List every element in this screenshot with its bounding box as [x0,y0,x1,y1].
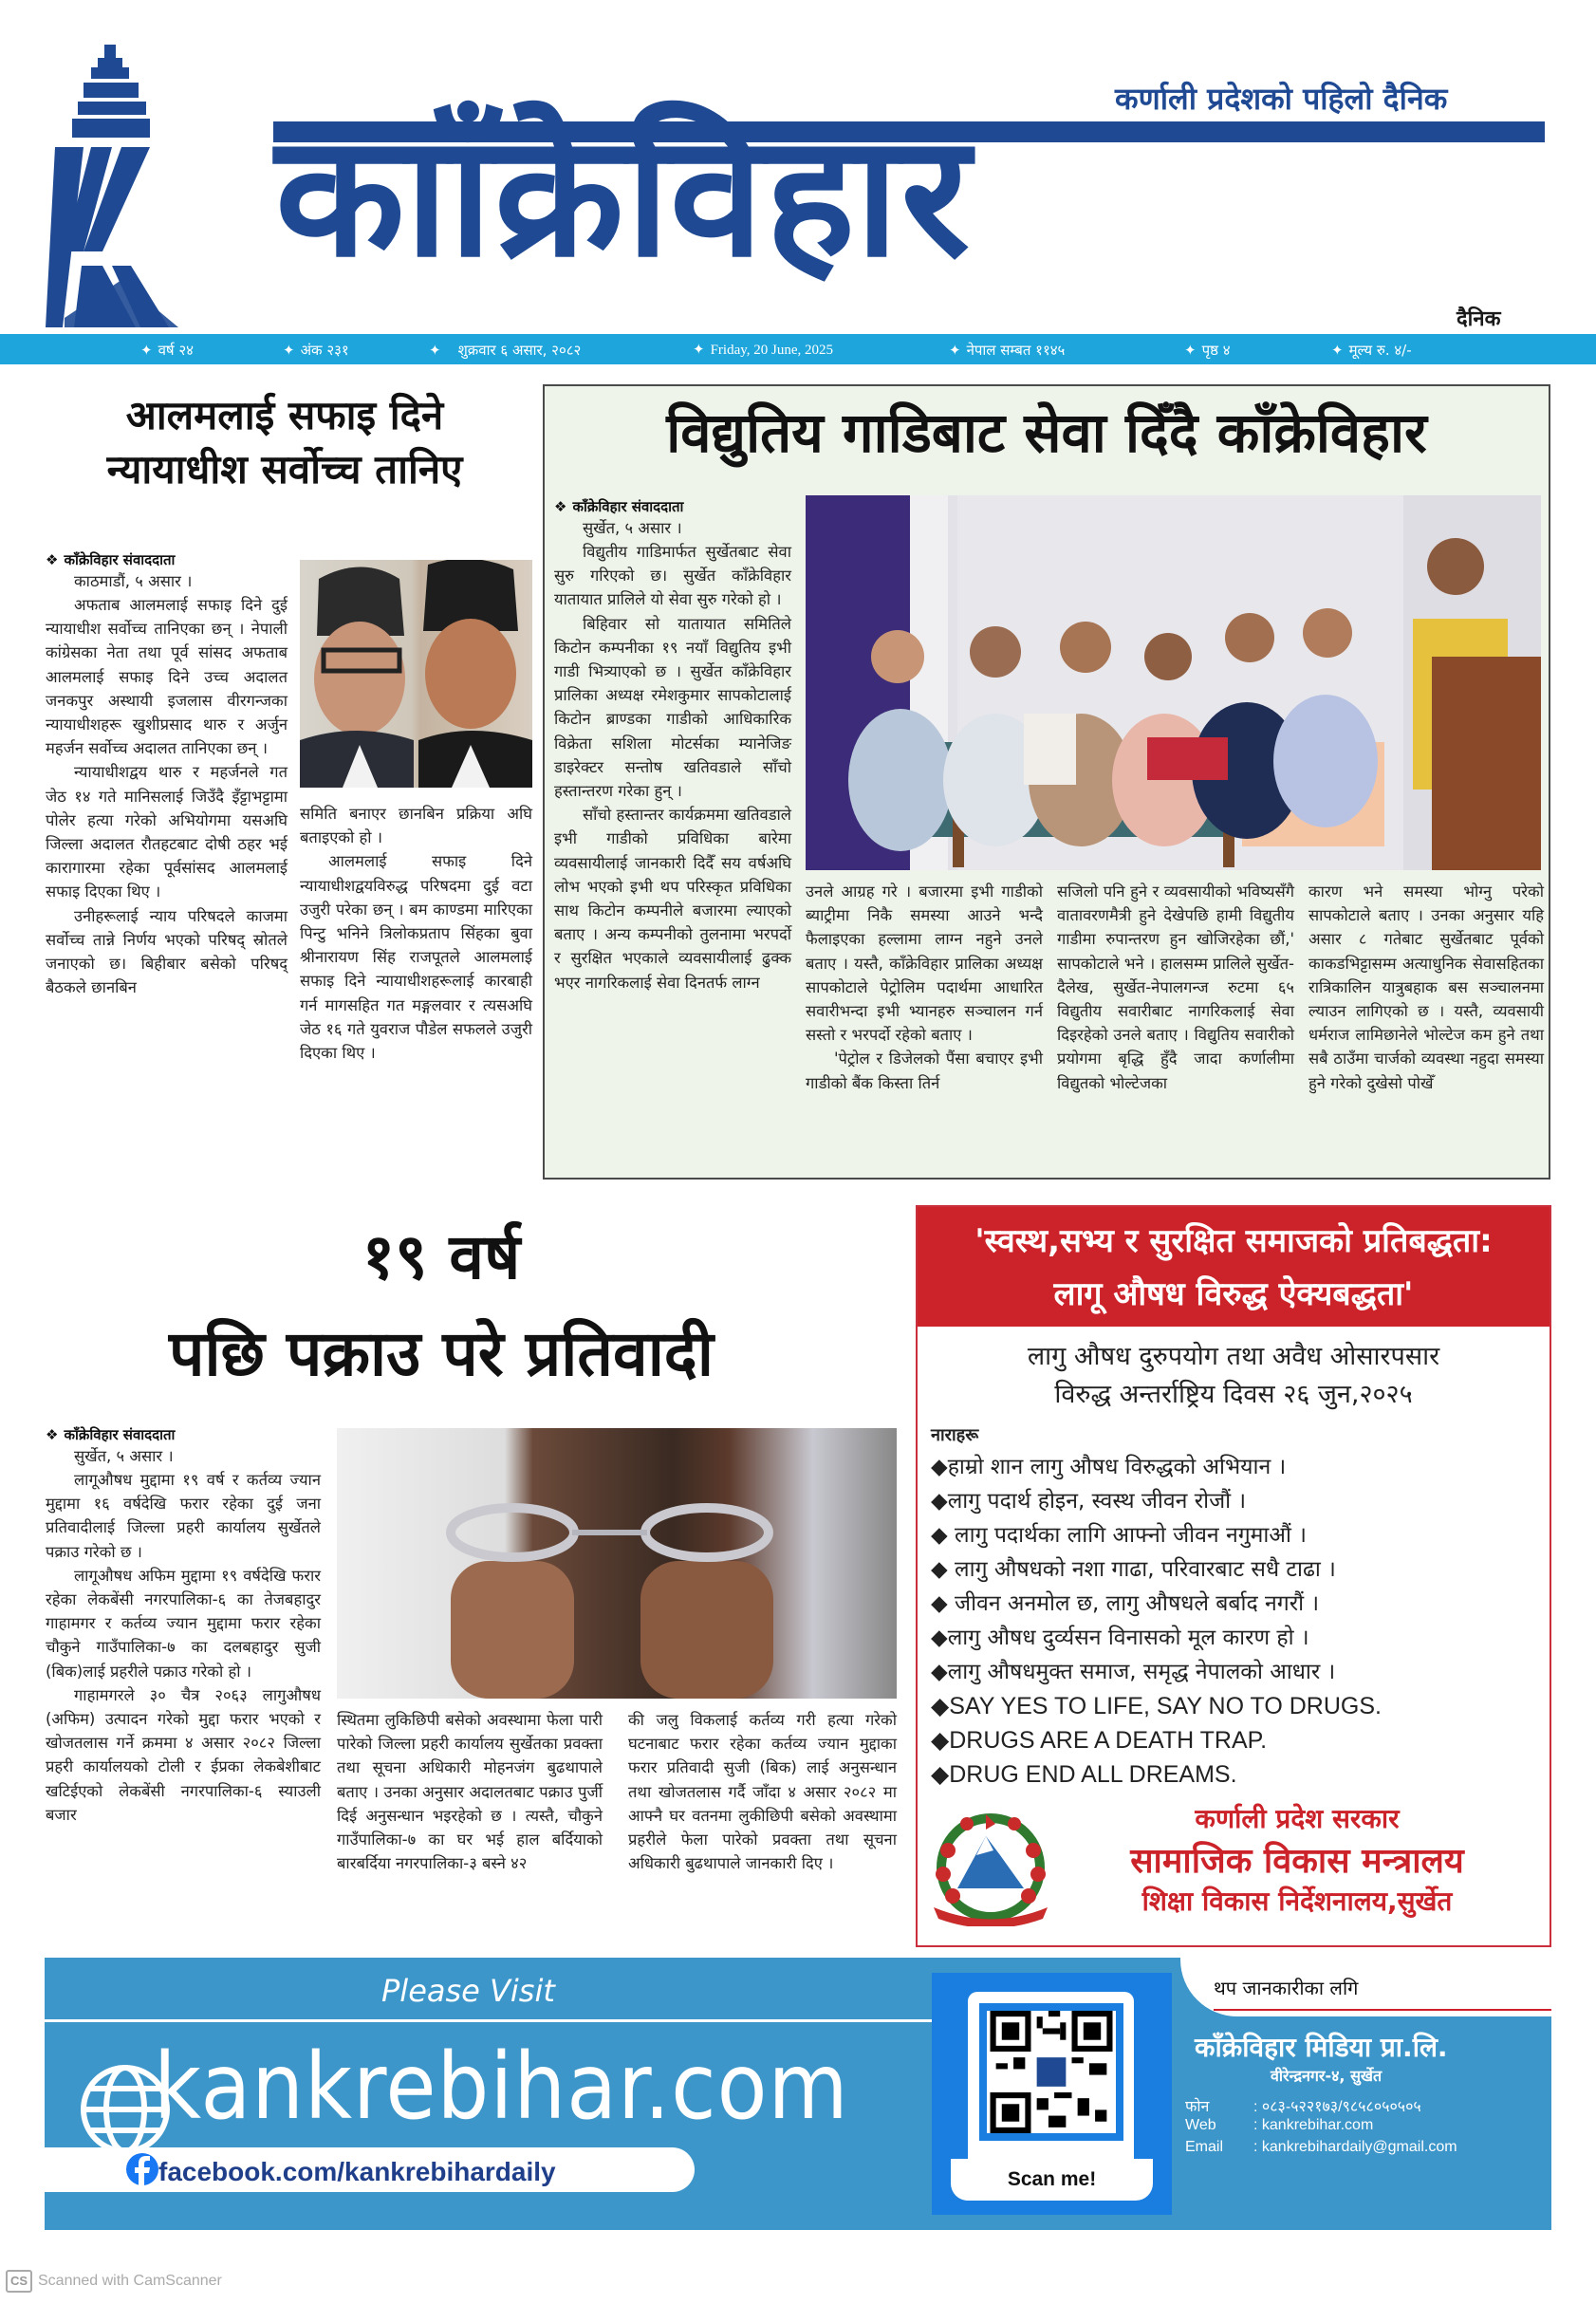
diamond-bullet-icon: ◆ [931,1591,948,1616]
camscanner-logo-icon: CS [6,2270,32,2293]
company-name: काँक्रेविहार मिडिया प्रा.लि. [1195,2032,1448,2063]
article-column-2 [300,802,532,1065]
slogan-item: ◆ लागु औषधको नशा गाढा, परिवारबाट सधै टाढा । [931,1557,1336,1582]
slogan-item: ◆लागु औषधमुक्त समाज, समृद्ध नेपालको आधार । [931,1660,1336,1684]
qr-panel [932,1973,1172,2215]
body-text: समिति बनाएर छानबिन प्रक्रिया अघि बताइएको हो । आलमलाई सफाइ दिने न्यायाधीशद्वयविरुद्ध परिषदमा दुई वटा उजुरी परेका छन् । बम काण्डमा मारिएका पिन्टु भनिने त्रिलोकप्रताप सिंहका बुवा श्रीनारायण सिंह राजपूतले आलमलाई सफाइ दिने न्यायाधीशहरूलाई कारबाही गर्न मागसहित गत मङ्गलवार र त्यसअघि जेठ १६ गते युवराज पौडेल सफलले उजुरी दिएका थिए । [300,805,532,1063]
masthead [0,0,1596,331]
article-column-4 [1308,880,1544,1095]
byline: ❖ काँक्रेविहार संवाददाता [46,1426,176,1443]
body-text: विद्युतीय गाडिमार्फत सुर्खेतबाट सेवा सुरु गरिएको छ। सुर्खेत काँक्रेविहार यातायात प्रालिले यो सेवा सुरु गरेको हो । बिहिवार सो यातायात समितिले किटोन कम्पनीका १९ नयाँ विद्युतिय इभी गाडी भित्र्याएको छ । सुर्खेत काँक्रेविहार प्रालिका अध्यक्ष रमेशकुमार सापकोटालाई किटोन ब्राण्डका गाडीको आधिकारिक विक्रेता सशिला मोटर्सका म्यानेजिङ डाइरेक्टर सन्तोष खतिवडाले साँचो हस्तान्तरण गरेका हुन् । साँचो हस्तान्तर कार्यक्रममा खतिवडाले इभी गाडीको प्रविधिका बारेमा व्यवसायीलाई जानकारी दिदैँ सय वर्षअघि लोभ भएको इभी थप परिस्कृत प्रविधिका साथ किटोन कम्पनीले बजारमा ल्याएको बताए । अन्य कम्पनीको तुलनामा भरपर्दो र सुरक्षित भएकाले व्यवसायीलाई ढुक्क भएर नागरिकलाई सेवा दिनतर्फ लाग्न [554,543,791,992]
government-sponsor [918,1786,1550,1947]
facebook-link[interactable]: facebook.com/kankrebihardaily [158,2157,556,2186]
article-ev-box [543,384,1550,1180]
gov-line-ministry: सामाजिक विकास मन्त्रालय [1130,1842,1464,1881]
article-column-1 [46,1425,321,1827]
diamond-bullet-icon: ◆ [931,1761,950,1788]
ad-subtitle: लागु औषध दुरुपयोग तथा अवैध ओसारपसार विरुद्ध अन्तर्राष्ट्रिय दिवस २६ जुन,२०२५ [1027,1342,1440,1409]
divider [45,2019,937,2022]
diamond-bullet-icon: ◆ [931,1727,950,1754]
article-judges [38,384,531,1181]
divider [1214,2009,1551,2011]
camscanner-watermark: CS Scanned with CamScanner [6,2270,222,2293]
headline: विद्युतिय गाडिबाट सेवा दिँदै काँक्रेविहार [666,400,1427,465]
temple-logo-icon [46,43,178,327]
tagline: कर्णाली प्रदेशको पहिलो दैनिक [1115,81,1448,117]
slogan-item: ◆SAY YES TO LIFE, SAY NO TO DRUGS. [931,1693,1382,1719]
newspaper-title: कााँक्रेविहार [275,98,973,294]
dateline: सुर्खेत, ५ असार । [74,1447,174,1465]
body-text: की जलु विकलाई कर्तव्य गरी हत्या गरेको घटनाबाट फरार रहेका कर्तव्य ज्यान मुद्दाका फरार प्रतिवादी सुजी (बिक) लाई अनुसन्धान तथा खोजतलास गर्दै जाँदा ४ असार २०८२ मा आफ्नै घर वतनमा लुकीछिपी बसेको अवस्थामा प्रहरीले फेला पारेको प्रवक्ता तथा सूचना अधिकारी बुढथापाले जानकारी दिए । [628,1711,897,1873]
contact-email: Email : kankrebihardaily@gmail.com [1185,2139,1457,2155]
please-visit-label: Please Visit [381,1973,555,2009]
strip-nepali-date: ✦ शुक्रवार ६ असार, २०८२ [429,342,582,359]
slogan-item: ◆DRUG END ALL DREAMS. [931,1761,1237,1788]
nepal-emblem-icon [929,1812,1052,1926]
strip-price: ✦ मूल्य रु. ४/- [1331,342,1412,359]
contact-phone: फोन : ०८३-५२२१७३/९८५८०५०५०५ [1185,2099,1421,2115]
slogan-item: ◆ जीवन अनमोल छ, लागु औषधले बर्बाद नगरौं । [931,1591,1320,1616]
ornament-icon: ❖ [46,551,59,568]
qr-code-icon[interactable] [987,2011,1116,2133]
ornament-icon: ❖ [554,498,567,515]
article-column-1 [46,550,288,999]
issue-info-strip [0,334,1596,364]
facebook-icon [125,2152,159,2188]
body-text: लागूऔषध मुद्दामा १९ वर्ष र कर्तव्य ज्यान मुद्दामा १६ वर्षदेखि फरार रहेका दुई जना प्रतिवादीलाई जिल्ला प्रहरी कार्यालय सुर्खेतले पक्राउ गरेको छ । लागूऔषध अफिम मुद्दामा १९ वर्षदेखि फरार रहेका लेकबेंसी नगरपालिका-६ का तेजबहादुर गाहामगर र कर्तव्य ज्यान मुद्दामा फरार रहेका चौकुने गाउँपालिका-७ का दलबहादुर सुजी (बिक)लाई प्रहरीले पक्राउ गरेको हो । गाहामगरले ३० चैत्र २०६३ लागुऔषध (अफिम) उत्पादन गरेको मुद्दा फरार भएको र खोजतलास गर्ने क्रममा ४ असार २०८२ जिल्ला प्रहरी कार्यालयको टोली र ईप्रका लेकबेशीबाट खटिईएको लेकबेंसी नगरपालिका-६ स्याउली बजार [46,1471,321,1824]
slogan-item: ◆DRUGS ARE A DEATH TRAP. [931,1727,1268,1754]
diamond-bullet-icon: ◆ [931,1489,948,1514]
dateline: काठमाडौं, ५ असार । [74,572,193,590]
byline: ❖ काँक्रेविहार संवाददाता [46,551,176,568]
sparkle-icon: ✦ [283,342,295,359]
article-column-3 [1057,880,1294,1095]
gov-line-directorate: शिक्षा विकास निर्देशनालय,सुर्खेत [1141,1886,1453,1917]
strip-english-date: ✦ Friday, 20 June, 2025 [693,341,834,358]
byline: ❖ काँक्रेविहार संवाददाता [554,498,684,515]
slogan-item: ◆लागु औषध दुर्व्यसन विनासको मूल कारण हो । [931,1626,1309,1650]
article-column-1 [554,497,791,994]
anti-drug-advertisement [916,1205,1551,1947]
diamond-bullet-icon: ◆ [931,1660,948,1684]
website-link[interactable]: kankrebihar.com [154,2034,849,2140]
body-text: कारण भने समस्या भोग्नु परेको सापकोटाले बताए । उनका अनुसार यहि असार ८ गतेबाट सुर्खेतबाट पूर्वको काकडभिट्टासम्म अत्याधुनिक सेवासहितका रात्रिकालिन यात्रुबहाक बस सञ्चालनमा ल्याउन लागिएको छ । यस्तै, व्यवसायी धर्मराज लामिछानेले भोल्टेज कम हुने तथा सबै ठाउँमा चार्जको व्यवस्था नहुदा समस्या हुने गरेको दुखेसो पोखेँ [1308,883,1544,1092]
sparkle-icon: ✦ [1184,342,1197,359]
qr-card [968,1992,1134,2177]
more-info-label: थप जानकारीका लगि [1214,1977,1359,1999]
slogan-item: ◆लागु पदार्थ होइन, स्वस्थ जीवन रोजौं । [931,1489,1247,1514]
judges-photo [300,560,532,788]
sparkle-icon: ✦ [1331,342,1344,359]
dateline: सुर्खेत, ५ असार । [583,519,682,537]
body-text: सजिलो पनि हुने र व्यवसायीको भविष्यसँगै वातावरणमैत्री हुने देखेपछि हामी विद्युतीय गाडीमा रुपान्तरण हुन खोजिरहेका छौं,' सापकोटाले भने । हालसम्म प्रालिले सुर्खेत-दैलेख, सुर्खेत-नेपालगन्ज रुटमा ६५ विद्युतीय सवारीबाट नागरिकलाई सेवा दिइरहेको उनले बताए । विद्युतिय सवारीको प्रयोगमा बृद्धि हुँदै जादा कर्णालीमा विद्युतको भोल्टेजका [1057,883,1294,1092]
sparkle-icon: ✦ [140,342,153,359]
sparkle-icon: ✦ [693,341,705,358]
body-text: उनले आग्रह गरे । बजारमा इभी गाडीको ब्याट्रीमा निकै समस्या आउने भन्दै फैलाइएका हल्लामा लाग्न नहुने उनले बताए । यस्तै, काँक्रेविहार प्रालिका अध्यक्ष सापकोटाले पेट्रोलिम पदार्थमा आधारित सवारीभन्दा इभी भ्यानहरु सञ्चालन गर्न सस्तो र भरपर्दो रहेको बताए । 'पेट्रोल र डिजेलको पैंसा बचाएर इभी गाडीको बैंक किस्ता तिर्न [806,883,1043,1092]
ad-header: 'स्वस्थ,सभ्य र सुरक्षित समाजको प्रतिबद्धता: लागू औषध विरुद्ध ऐक्यबद्धता' [918,1207,1550,1327]
contact-web: Web : kankrebihar.com [1185,2117,1374,2133]
slogan-list [918,1450,1550,1792]
article-column-2 [337,1708,603,1875]
slogan-item: ◆ लागु पदार्थका लागि आफ्नो जीवन नगुमाऔं । [931,1523,1307,1548]
headline: आलमलाई सफाइ दिने न्यायाधीश सर्वोच्च तानिए [106,392,463,492]
article-column-2 [806,880,1043,1095]
body-text: स्थितमा लुकिछिपी बसेको अवस्थामा फेला पारी पारेको जिल्ला प्रहरी कार्यालय सुर्खेतका प्रवक्ता तथा सूचना अधिकारी मोहनजंग बुढथापाले बताए । उनका अनुसार अदालतबाट पक्राउ पुर्जी दिई अनुसन्धान भइरहेको छ । त्यस्तै, चौकुने गाउँपालिका-७ का घर भई हाल बर्दियाको बारबर्दिया नगरपालिका-३ बस्ने ४२ [337,1711,603,1873]
article-arrest [38,1205,901,1945]
article-column-3 [628,1708,897,1875]
daily-label: दैनिक [1457,307,1501,331]
strip-nepal-sambat: ✦ नेपाल सम्बत ११४५ [949,342,1066,359]
diamond-bullet-icon: ◆ [931,1455,948,1479]
strip-issue: ✦ अंक २३१ [283,342,349,359]
diamond-bullet-icon: ◆ [931,1557,948,1582]
diamond-bullet-icon: ◆ [931,1693,950,1719]
sparkle-icon: ✦ [429,342,441,359]
ev-handover-event-photo [806,495,1541,870]
contact-web-link[interactable]: : kankrebihar.com [1253,2117,1374,2133]
contact-panel [1180,1958,1551,2230]
company-address: वीरेन्द्रनगर-४, सुर्खेत [1271,2067,1383,2085]
website-banner [45,1958,1551,2230]
headline: १९ वर्ष पछि पक्राउ परे प्रतिवादी [169,1220,714,1391]
handcuffs-photo [337,1428,897,1699]
contact-email-link[interactable]: : kankrebihardaily@gmail.com [1253,2139,1457,2155]
diamond-bullet-icon: ◆ [931,1626,948,1650]
ornament-icon: ❖ [46,1426,59,1443]
body-text: अफताब आलमलाई सफाइ दिने दुई न्यायाधीश सर्वोच्च तानिएका छन् । नेपाली कांग्रेसका नेता तथा पूर्व सांसद अफताब आलमलाई सफाइ दिने उच्च अदालत जनकपुर अस्थायी इजलास वीरगन्जका न्यायाधीशहरू खुशीप्रसाद थारु र अर्जुन महर्जन सर्वोच्च अदालत तानिएका छन् । न्यायाधीशद्वय थारु र महर्जनले गत जेठ १४ गते मानिसलाई जिउँदै इँट्टाभट्टामा पोलेर हत्या गरेको अभियोगमा यसअघि जिल्ला अदालत रौतहटबाट दोषी ठहर भई कारागारमा रहेका पूर्वसांसद आलमलाई सफाइ दिएका थिए । उनीहरूलाई न्याय परिषदले काजमा सर्वोच्च तान्ने निर्णय भएको परिषद् स्रोतले जनाएको छ। बिहीबार बसेको परिषद् बैठकले छानबिन [46,596,288,997]
strip-volume: ✦ वर्ष २४ [140,342,194,359]
strip-page: ✦ पृष्ठ ४ [1184,342,1231,359]
slogans-title: नाराहरू [931,1425,979,1445]
scan-me-label: Scan me! [951,2159,1153,2201]
gov-line-province: कर्णाली प्रदेश सरकार [1195,1803,1400,1834]
sparkle-icon: ✦ [949,342,961,359]
slogan-item: ◆हाम्रो शान लागु औषध विरुद्धको अभियान । [931,1455,1287,1479]
diamond-bullet-icon: ◆ [931,1523,948,1548]
